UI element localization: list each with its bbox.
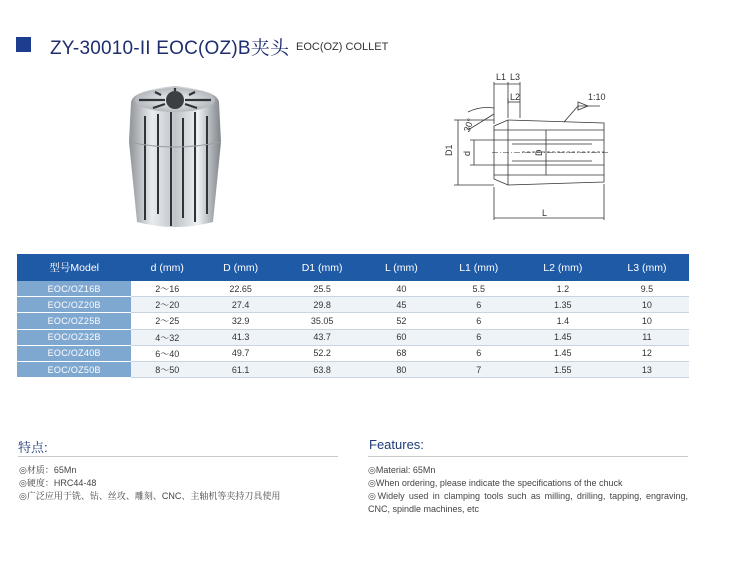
cell: 22.65 xyxy=(203,281,278,297)
spec-table xyxy=(17,254,689,378)
cell: 63.8 xyxy=(278,361,366,377)
features-en-title: Features: xyxy=(369,437,424,452)
features-cn-divider xyxy=(18,456,338,457)
cell: 2～25 xyxy=(131,313,203,329)
cell-model: EOC/OZ40B xyxy=(17,345,131,361)
cell: 40 xyxy=(366,281,437,297)
cell: 4～32 xyxy=(131,329,203,345)
features-en-item: ◎Widely used in clamping tools such as milling, drilling, tapping, engraving, CNC, spindle machines, etc xyxy=(368,491,688,514)
page-subtitle: EOC(OZ) COLLET xyxy=(296,41,389,53)
col-d: d (mm) xyxy=(131,254,203,281)
dim-taper: 1:10 xyxy=(588,92,606,102)
cell: 10 xyxy=(605,297,689,313)
cell: 80 xyxy=(366,361,437,377)
cell: 6 xyxy=(437,329,521,345)
cell: 6～40 xyxy=(131,345,203,361)
cell: 9.5 xyxy=(605,281,689,297)
cell: 27.4 xyxy=(203,297,278,313)
cell: 1.45 xyxy=(521,345,605,361)
table-row xyxy=(17,361,689,377)
cell-model: EOC/OZ25B xyxy=(17,313,131,329)
cell: 6 xyxy=(437,313,521,329)
table-row xyxy=(17,329,689,345)
cell: 52 xyxy=(366,313,437,329)
table-row xyxy=(17,281,689,297)
cell: 11 xyxy=(605,329,689,345)
cell: 7 xyxy=(437,361,521,377)
cell: 1.35 xyxy=(521,297,605,313)
features-en-item: ◎When ordering, please indicate the specifications of the chuck xyxy=(368,478,623,488)
col-D1: D1 (mm) xyxy=(278,254,366,281)
features-en-list xyxy=(368,464,688,516)
dim-D: D xyxy=(534,149,544,156)
dim-L2: L2 xyxy=(510,92,521,102)
cell: 6 xyxy=(437,345,521,361)
cell: 25.5 xyxy=(278,281,366,297)
collet-image xyxy=(125,82,225,232)
cell: 13 xyxy=(605,361,689,377)
cell: 8～50 xyxy=(131,361,203,377)
cell: 1.55 xyxy=(521,361,605,377)
features-cn-item: ◎广泛应用于铣、钻、丝攻、雕刻、CNC、主轴机等夹持刀具使用 xyxy=(19,491,281,501)
dim-D1: D1 xyxy=(444,144,454,156)
cell-model: EOC/OZ16B xyxy=(17,281,131,297)
title-marker xyxy=(16,37,31,52)
cell: 32.9 xyxy=(203,313,278,329)
cell: 41.3 xyxy=(203,329,278,345)
col-L1: L1 (mm) xyxy=(437,254,521,281)
cell: 2～16 xyxy=(131,281,203,297)
features-cn-title: 特点: xyxy=(18,440,48,455)
dim-d: d xyxy=(462,150,472,156)
cell: 43.7 xyxy=(278,329,366,345)
col-model: 型号Model xyxy=(17,254,131,281)
cell: 29.8 xyxy=(278,297,366,313)
cell-model: EOC/OZ20B xyxy=(17,297,131,313)
page-title: ZY-30010-II EOC(OZ)B夹头 xyxy=(50,38,290,59)
table-row xyxy=(17,313,689,329)
cell: 6 xyxy=(437,297,521,313)
cell: 5.5 xyxy=(437,281,521,297)
cell: 45 xyxy=(366,297,437,313)
cell-model: EOC/OZ50B xyxy=(17,361,131,377)
cell: 35.05 xyxy=(278,313,366,329)
cell: 2～20 xyxy=(131,297,203,313)
table-row xyxy=(17,297,689,313)
table-row xyxy=(17,345,689,361)
col-L: L (mm) xyxy=(366,254,437,281)
features-cn-item: ◎硬度：HRC44-48 xyxy=(19,478,97,488)
cell: 49.7 xyxy=(203,345,278,361)
cell: 10 xyxy=(605,313,689,329)
dim-L: L xyxy=(542,208,548,218)
cell-model: EOC/OZ32B xyxy=(17,329,131,345)
col-D: D (mm) xyxy=(203,254,278,281)
features-cn-item: ◎材质：65Mn xyxy=(19,465,77,475)
features-en-item: ◎Material: 65Mn xyxy=(368,465,436,475)
cell: 1.2 xyxy=(521,281,605,297)
dim-L1: L1 xyxy=(496,72,507,82)
cell: 12 xyxy=(605,345,689,361)
table-header-row xyxy=(17,254,689,281)
cell: 52.2 xyxy=(278,345,366,361)
dim-L3: L3 xyxy=(510,72,521,82)
features-en-divider xyxy=(368,456,688,457)
cell: 1.4 xyxy=(521,313,605,329)
col-L3: L3 (mm) xyxy=(605,254,689,281)
dim-angle: 30° xyxy=(461,117,476,134)
cell: 1.45 xyxy=(521,329,605,345)
cell: 61.1 xyxy=(203,361,278,377)
technical-drawing xyxy=(432,68,657,230)
cell: 60 xyxy=(366,329,437,345)
cell: 68 xyxy=(366,345,437,361)
col-L2: L2 (mm) xyxy=(521,254,605,281)
features-cn-list xyxy=(19,464,339,503)
